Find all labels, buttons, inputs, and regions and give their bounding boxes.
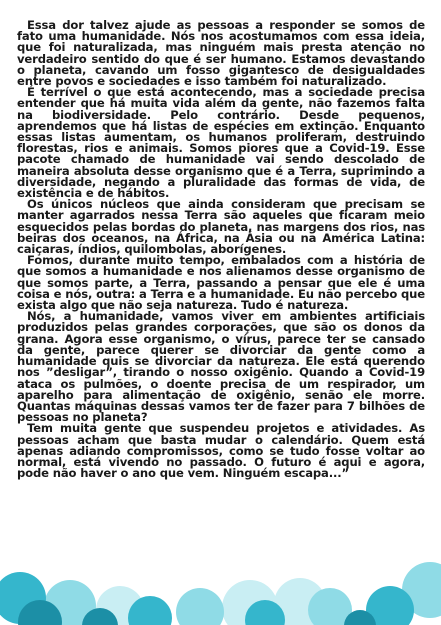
paragraph-3: Os únicos núcleos que ainda consideram que precisam se manter agarrados nessa Terra são aqueles que ficaram meio esquecidos pelas bordas do planeta, nas margens dos rios, nas beiras dos oceanos, na África, na Ásia ou na América Latina: caiçaras, índios, quilombolas, aborígenes. (17, 197, 425, 257)
paragraph-6: Tem muita gente que suspendeu projetos e atividades. As pessoas acham que basta mudar o calendário. Quem está apenas adiando compromissos, como se tudo fosse voltar ao normal, está vivendo no passado. O futuro é aqui e agora, pode não haver o ano que vem. Ninguém escapa...” (17, 421, 425, 481)
paragraph-2: É terrível o que está acontecendo, mas a sociedade precisa entender que há muita vida além da gente, não fazemos falta na biodiversidade. Pelo contrário. Desde pequenos, aprendemos que há listas de espécies em extinção. Enquanto essas listas aumentam, os humanos proliferam, destruindo florestas, rios e animais. Somos piores que a Covid-19. Esse pacote chamado de humanidade vai sendo descolado de maneira absoluta desse organismo que é a Terra, suprimindo a diversidade, negando a pluralidade das formas de vida, de existência e de hábitos. (17, 85, 425, 201)
paragraph-1: Essa dor talvez ajude as pessoas a responder se somos de fato uma humanidade. Nós nos acostumamos com essa ideia, que foi naturalizada, mas ninguém mais presta atenção no verdadeiro sentido do que é ser humano. Estamos devastando o planeta, cavando um fosso gigantesco de desigualdades entre povos e sociedades e isso também foi naturalizado. (17, 18, 425, 89)
cloud-decoration (0, 560, 441, 625)
paragraph-5: Nós, a humanidade, vamos viver em ambientes artificiais produzidos pelas grandes corporações, que são os donos da grana. Agora esse organismo, o vírus, parece ter se cansado da gente, parece querer se divorciar da gente como a humanidade quis se divorciar da natureza. Ele está querendo nos ”desligar”, tirando o nosso oxigênio. Quando a Covid-19 ataca os pulmões, o doente precisa de um respirador, um aparelho para alimentação de oxigênio, senão ele morre. Quantas máquinas dessas vamos ter de fazer para 7 bilhões de pessoas no planeta? (17, 309, 425, 425)
body-text (17, 20, 425, 479)
paragraph-4: Fomos, durante muito tempo, embalados com a história de que somos a humanidade e nos alienamos desse organismo de que somos parte, a Terra, passando a pensar que ele é uma coisa e nós, outra: a Terra e a humanidade. Eu não percebo que exista algo que não seja natureza. Tudo é natureza. (17, 253, 425, 313)
